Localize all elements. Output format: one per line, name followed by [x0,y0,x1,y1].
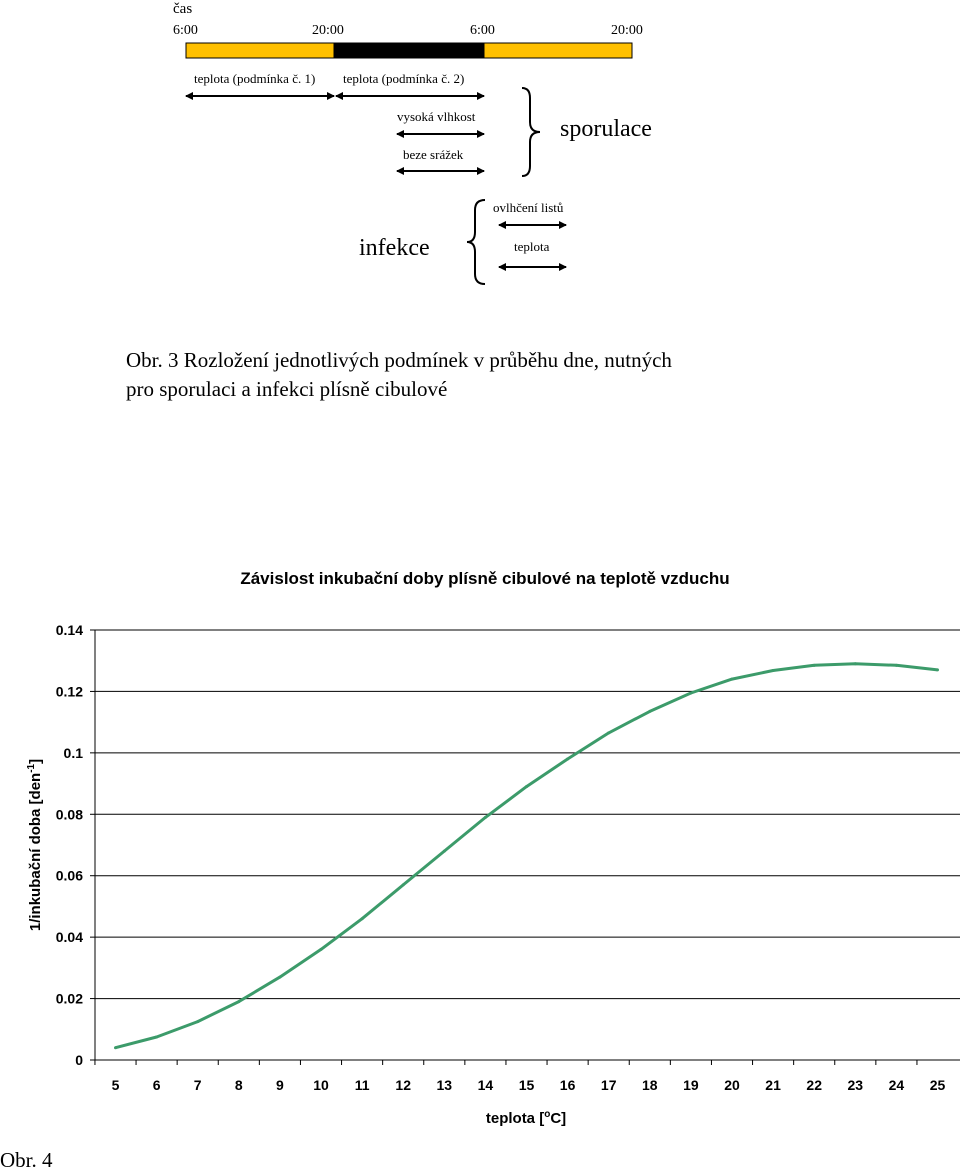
x-tick-label: 21 [765,1077,781,1093]
timebar-day-2 [484,43,632,58]
timebar-day-1 [186,43,334,58]
data-point [114,1046,117,1049]
x-tick-label: 16 [559,1077,576,1093]
x-tick-label: 22 [806,1077,822,1093]
conditions-diagram [0,0,960,300]
data-point [772,669,775,672]
y-tick-label: 0.1 [63,744,83,761]
data-point [361,917,364,920]
x-tick-label: 12 [395,1077,411,1093]
y-axis-label-end: ] [27,758,44,764]
data-point [525,785,528,788]
series-line [116,664,938,1048]
timebar-night [334,43,484,58]
infection-brace [467,200,485,284]
caption-line-1: Obr. 3 Rozložení jednotlivých podmínek v průběhu dne, nutných [126,348,672,372]
x-tick-label: 24 [888,1077,905,1093]
data-point [648,710,651,713]
sporulation-brace [522,88,540,176]
y-tick-labels [56,622,83,1068]
data-point [278,976,281,979]
x-tick-label: 23 [847,1077,864,1093]
x-tick-label: 7 [193,1077,202,1093]
series-points [114,662,939,1049]
leaf-wetness-label: ovlhčení listů [493,200,564,215]
y-tick-label: 0.02 [55,990,83,1007]
sporulation-label: sporulace [560,116,652,142]
x-axis-label-end: C] [550,1110,567,1127]
time-axis-label: čas [173,1,193,17]
figure-4-label: Obr. 4 [0,1148,53,1172]
x-tick-label: 10 [313,1077,329,1093]
data-point [731,678,734,681]
data-point [566,758,569,761]
data-point [936,668,939,671]
time-label-1: 6:00 [173,23,198,38]
y-axis-label-text: 1/inkubační doba [den [27,772,44,932]
x-axis-label [486,1109,566,1127]
x-tick-label: 8 [234,1077,243,1093]
data-point [320,948,323,951]
caption-line-2: pro sporulaci a infekci plísně cibulové [126,377,448,401]
y-axis-label [26,759,44,931]
x-axis-label-text: teplota [ [485,1110,545,1127]
x-tick-label: 6 [152,1077,161,1093]
humidity-label: vysoká vlhkost [397,109,476,124]
figure-3-caption [126,346,826,404]
chart-gridlines [90,630,960,1065]
x-tick-label: 20 [724,1077,740,1093]
data-point [196,1020,199,1023]
x-tick-label: 25 [929,1077,946,1093]
x-tick-label: 11 [354,1077,370,1093]
x-tick-label: 19 [683,1077,699,1093]
temp2-label: teplota (podmínka č. 2) [343,71,465,86]
infection-label: infekce [359,235,430,261]
y-tick-label: 0.06 [55,867,83,884]
data-point [895,664,898,667]
x-tick-labels [112,1077,946,1093]
y-tick-label: 0 [75,1052,83,1068]
y-tick-label: 0.12 [55,683,83,700]
chart-title: Závislost inkubační doby plísně cibulové na teplotě vzduchu [240,569,730,588]
x-tick-label: 17 [600,1077,617,1093]
data-point [813,664,816,667]
time-label-3: 6:00 [470,23,495,38]
x-tick-label: 5 [111,1077,120,1093]
x-axis-label-sup: o [544,1109,551,1120]
data-point [237,1000,240,1003]
data-point [484,816,487,819]
y-tick-label: 0.08 [55,806,83,823]
x-tick-label: 13 [436,1077,453,1093]
data-point [402,883,405,886]
temp1-label: teplota (podmínka č. 1) [194,71,316,86]
y-tick-label: 0.04 [55,929,83,946]
temp3-label: teplota [514,239,550,254]
data-point [689,691,692,694]
incubation-chart [0,550,960,1140]
x-tick-label: 18 [642,1077,658,1093]
no-rain-label: beze srážek [403,147,464,162]
x-tick-label: 15 [518,1077,535,1093]
data-point [854,662,857,665]
time-label-2: 20:00 [312,23,344,38]
data-point [155,1035,158,1038]
y-tick-label: 0.14 [55,622,83,638]
data-point [443,850,446,853]
x-tick-label: 14 [477,1077,494,1093]
data-point [607,731,610,734]
time-label-4: 20:00 [611,23,643,38]
x-tick-label: 9 [276,1077,284,1093]
y-axis-label-sup: -1 [26,763,37,773]
